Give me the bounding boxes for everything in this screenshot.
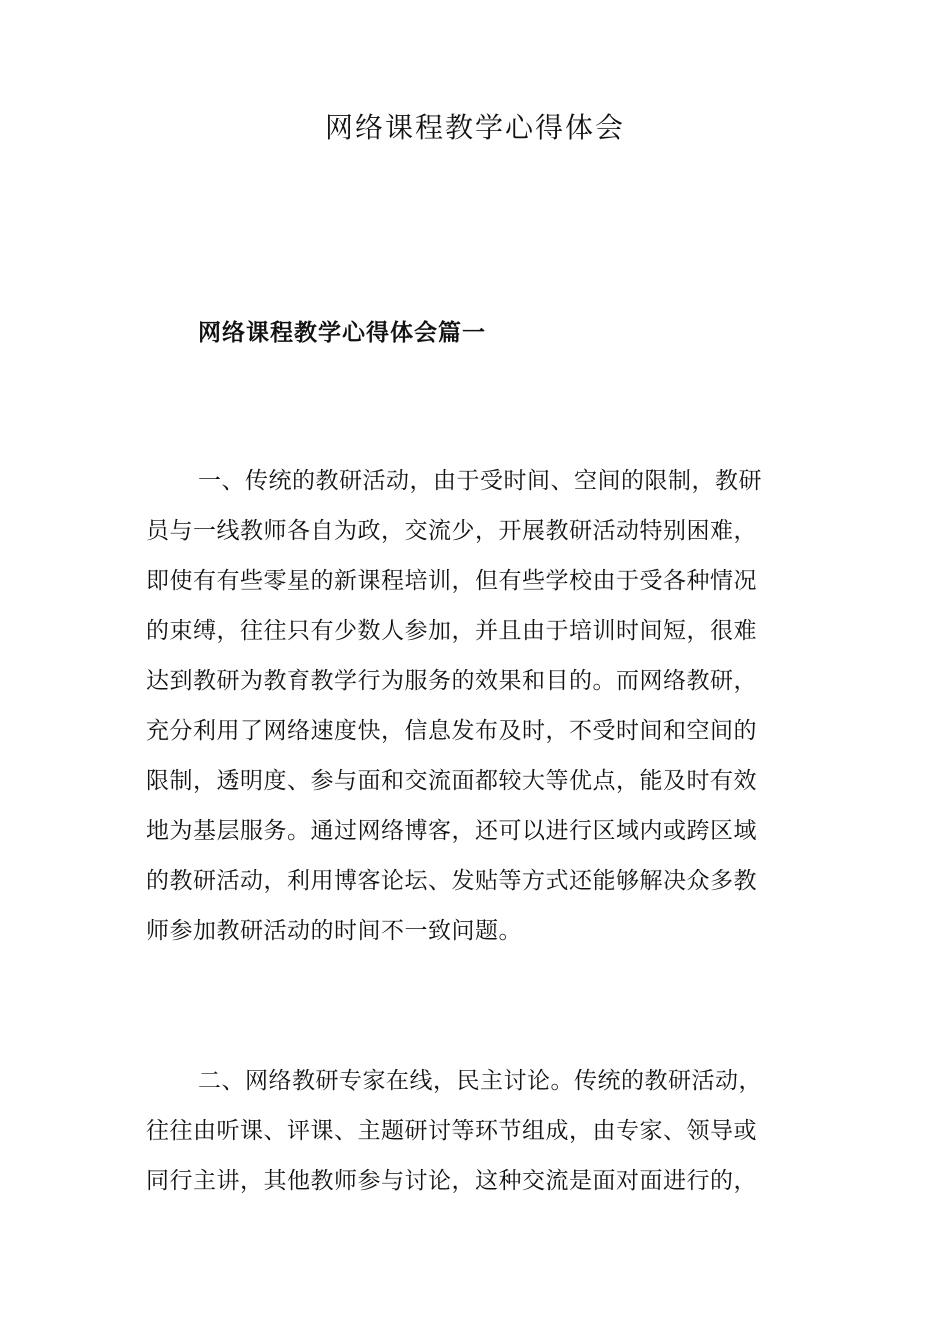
paragraph-line: 同行主讲，其他教师参与讨论，这种交流是面对面进行的， (146, 1168, 757, 1194)
paragraph-line: 的束缚，往往只有少数人参加，并且由于培训时间短，很难 (146, 618, 757, 644)
paragraph-line: 达到教研为教育教学行为服务的效果和目的。而网络教研， (146, 668, 757, 694)
paragraph-line: 的教研活动，利用博客论坛、发贴等方式还能够解决众多教 (146, 868, 757, 894)
paragraph-line: 二、网络教研专家在线，民主讨论。传统的教研活动， (198, 1068, 762, 1094)
paragraph-line: 限制，透明度、参与面和交流面都较大等优点，能及时有效 (146, 768, 757, 794)
paragraph-1 (146, 456, 808, 956)
document-title: 网络课程教学心得体会 (324, 111, 625, 144)
paragraph-line: 师参加教研活动的时间不一致问题。 (146, 918, 522, 944)
paragraph-line: 往往由听课、评课、主题研讨等环节组成，由专家、领导或 (146, 1118, 757, 1144)
paragraph-line: 员与一线教师各自为政，交流少，开展教研活动特别困难， (146, 518, 757, 544)
section-heading: 网络课程教学心得体会篇一 (198, 319, 486, 346)
paragraph-line: 一、传统的教研活动，由于受时间、空间的限制，教研 (198, 468, 762, 494)
paragraph-2 (146, 1056, 808, 1206)
paragraph-line: 充分利用了网络速度快，信息发布及时，不受时间和空间的 (146, 718, 757, 744)
paragraph-line: 即使有有些零星的新课程培训，但有些学校由于受各种情况 (146, 568, 757, 594)
paragraph-line: 地为基层服务。通过网络博客，还可以进行区域内或跨区域 (146, 818, 757, 844)
